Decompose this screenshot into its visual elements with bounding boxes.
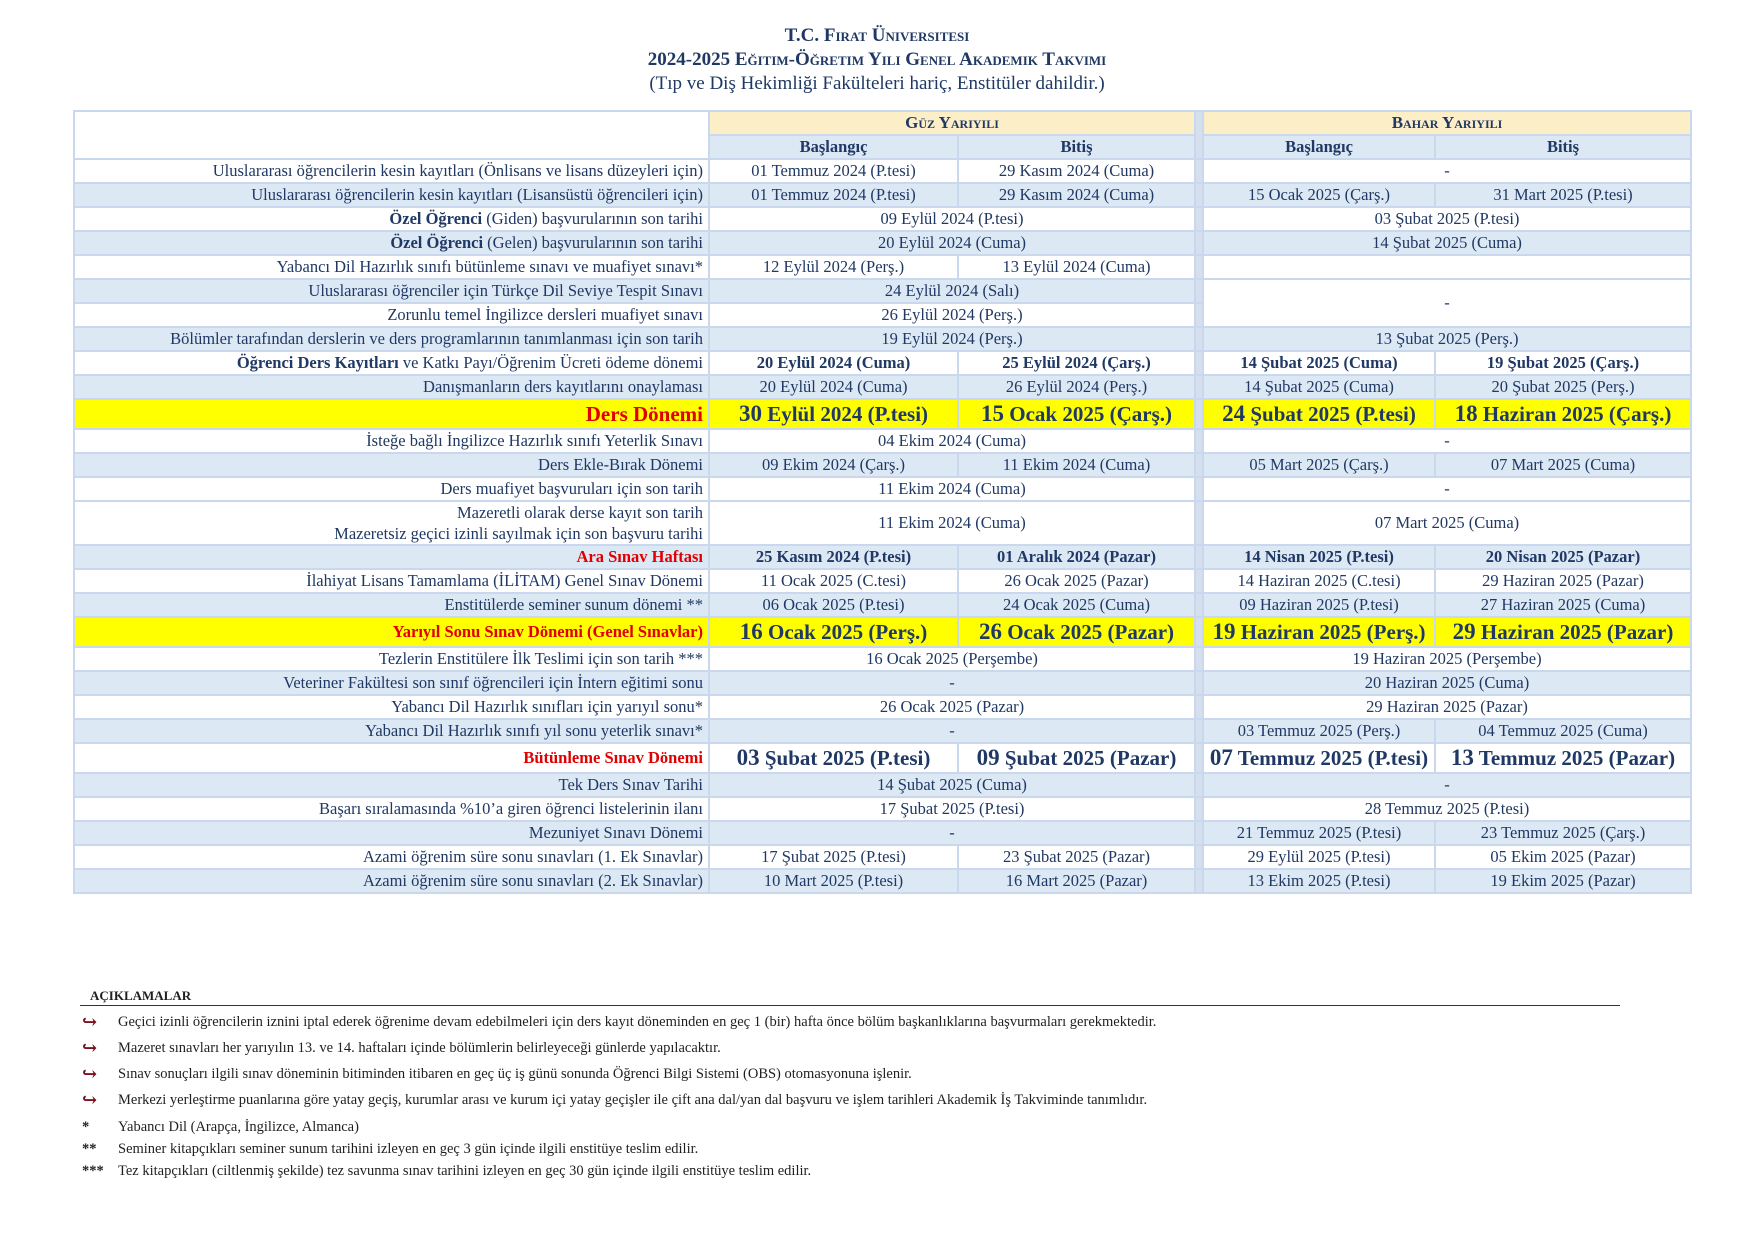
spring-start-date: 13 Ekim 2025 (P.tesi): [1203, 869, 1435, 893]
spring-date: 29 Haziran 2025 (Pazar): [1203, 695, 1691, 719]
table-row: [74, 501, 1691, 545]
spring-start-date: 05 Mart 2025 (Çarş.): [1203, 453, 1435, 477]
table-row: [74, 231, 1691, 255]
spring-end-date: 23 Temmuz 2025 (Çarş.): [1435, 821, 1691, 845]
fall-end-date: 23 Şubat 2025 (Pazar): [958, 845, 1195, 869]
spring-start-date: 14 Şubat 2025 (Cuma): [1203, 375, 1435, 399]
row-label: Yabancı Dil Hazırlık sınıfları için yarıyıl sonu*: [74, 695, 709, 719]
day-number: 07: [1209, 745, 1233, 770]
spring-date: -: [1203, 279, 1691, 327]
arrow-icon: ↪: [82, 1038, 98, 1058]
fall-date: 14 Şubat 2025 (Cuma): [709, 773, 1195, 797]
fall-end-date: 26 Eylül 2024 (Perş.): [958, 375, 1195, 399]
row-label: Bölümler tarafından derslerin ve ders programlarının tanımlanması için son tarih: [74, 327, 709, 351]
fall-date: -: [709, 719, 1195, 743]
table-row: [74, 695, 1691, 719]
spring-start-date: 21 Temmuz 2025 (P.tesi): [1203, 821, 1435, 845]
spring-end-header: Bitiş: [1435, 135, 1691, 159]
row-label: Yarıyıl Sonu Sınav Dönemi (Genel Sınavlar): [74, 617, 709, 647]
row-label: [74, 501, 709, 545]
day-number: 30: [738, 401, 762, 426]
fall-start-header: Başlangıç: [709, 135, 958, 159]
page-header: [0, 24, 1754, 96]
date-rest: Şubat 2025 (P.tesi): [1245, 402, 1416, 426]
spring-end-date: 05 Ekim 2025 (Pazar): [1435, 845, 1691, 869]
row-label-bold: Özel Öğrenci: [389, 209, 483, 228]
table-row: [74, 545, 1691, 569]
table-row: [74, 351, 1691, 375]
academic-calendar-table: [73, 110, 1692, 894]
fall-end-date: [958, 399, 1195, 429]
row-label: Tezlerin Enstitülere İlk Teslimi için son tarih ***: [74, 647, 709, 671]
fall-end-date: [958, 743, 1195, 773]
fall-date: -: [709, 821, 1195, 845]
row-label: Veteriner Fakültesi son sınıf öğrencileri için İntern eğitimi sonu: [74, 671, 709, 695]
spring-end-date: 04 Temmuz 2025 (Cuma): [1435, 719, 1691, 743]
fall-date: 24 Eylül 2024 (Salı): [709, 279, 1195, 303]
row-label: Azami öğrenim süre sonu sınavları (1. Ek Sınavlar): [74, 845, 709, 869]
row-label: Azami öğrenim süre sonu sınavları (2. Ek Sınavlar): [74, 869, 709, 893]
fall-end-date: 25 Eylül 2024 (Çarş.): [958, 351, 1195, 375]
table-row: [74, 773, 1691, 797]
row-label: [74, 207, 709, 231]
fall-start-date: 20 Eylül 2024 (Cuma): [709, 375, 958, 399]
arrow-icon: ↪: [82, 1090, 98, 1110]
fall-start-date: 10 Mart 2025 (P.tesi): [709, 869, 958, 893]
table-row: [74, 797, 1691, 821]
spring-start-date: 03 Temmuz 2025 (Perş.): [1203, 719, 1435, 743]
arrow-icon: ↪: [82, 1064, 98, 1084]
spring-date: -: [1203, 429, 1691, 453]
spring-start-date: [1203, 743, 1435, 773]
calendar-subtitle: (Tıp ve Diş Hekimliği Fakülteleri hariç, Enstitüler dahildir.): [649, 73, 1105, 94]
table-row: [74, 569, 1691, 593]
fall-date: 11 Ekim 2024 (Cuma): [709, 501, 1195, 545]
row-label: [74, 351, 709, 375]
table-row: [74, 207, 1691, 231]
fall-date: 09 Eylül 2024 (P.tesi): [709, 207, 1195, 231]
spring-start-date: [1203, 399, 1435, 429]
note-item: [80, 1090, 1620, 1110]
row-label: Mezuniyet Sınavı Dönemi: [74, 821, 709, 845]
fall-end-date: 26 Ocak 2025 (Pazar): [958, 569, 1195, 593]
fall-date: 16 Ocak 2025 (Perşembe): [709, 647, 1195, 671]
spring-start-date: 09 Haziran 2025 (P.tesi): [1203, 593, 1435, 617]
table-row-highlighted: [74, 617, 1691, 647]
row-label-line: Mazeretli olarak derse kayıt son tarih: [456, 503, 703, 522]
fall-end-header: Bitiş: [958, 135, 1195, 159]
notes-title: AÇIKLAMALAR: [80, 988, 1620, 1006]
fall-date: 17 Şubat 2025 (P.tesi): [709, 797, 1195, 821]
fall-start-date: [709, 399, 958, 429]
footnote-text: Seminer kitapçıkları seminer sunum tarihini izleyen en geç 3 gün içinde ilgili enstitüye teslim edilir.: [118, 1141, 699, 1157]
spring-date: -: [1203, 773, 1691, 797]
spring-end-date: [1435, 399, 1691, 429]
table-row: [74, 821, 1691, 845]
day-number: 03: [736, 745, 760, 770]
spring-end-date: 19 Şubat 2025 (Çarş.): [1435, 351, 1691, 375]
fall-end-date: [958, 617, 1195, 647]
spring-date: 13 Şubat 2025 (Perş.): [1203, 327, 1691, 351]
row-label: Uluslararası öğrenciler için Türkçe Dil Seviye Tespit Sınavı: [74, 279, 709, 303]
table-row: [74, 453, 1691, 477]
row-label: İsteğe bağlı İngilizce Hazırlık sınıfı Yeterlik Sınavı: [74, 429, 709, 453]
footnote-mark: *: [82, 1119, 90, 1135]
spring-start-date: 29 Eylül 2025 (P.tesi): [1203, 845, 1435, 869]
day-number: 29: [1452, 619, 1476, 644]
spring-date: 07 Mart 2025 (Cuma): [1203, 501, 1691, 545]
fall-start-date: 01 Temmuz 2024 (P.tesi): [709, 183, 958, 207]
empty-corner-cell: [74, 111, 709, 159]
date-rest: Eylül 2024 (P.tesi): [761, 402, 929, 426]
spring-date: -: [1203, 477, 1691, 501]
note-item: [80, 1064, 1620, 1084]
notes-section: [80, 988, 1620, 1182]
row-label: İlahiyat Lisans Tamamlama (İLİTAM) Genel Sınav Dönemi: [74, 569, 709, 593]
spring-date: 20 Haziran 2025 (Cuma): [1203, 671, 1691, 695]
date-rest: Haziran 2025 (Çarş.): [1477, 402, 1672, 426]
fall-start-date: 12 Eylül 2024 (Perş.): [709, 255, 958, 279]
spring-end-date: 29 Haziran 2025 (Pazar): [1435, 569, 1691, 593]
spring-start-date: [1203, 617, 1435, 647]
fall-end-date: 11 Ekim 2024 (Cuma): [958, 453, 1195, 477]
spring-date: 19 Haziran 2025 (Perşembe): [1203, 647, 1691, 671]
row-label: Bütünleme Sınav Dönemi: [74, 743, 709, 773]
row-label: Uluslararası öğrencilerin kesin kayıtları (Önlisans ve lisans düzeyleri için): [74, 159, 709, 183]
date-rest: Ocak 2025 (Pazar): [1001, 620, 1175, 644]
table-row: [74, 327, 1691, 351]
fall-end-date: 16 Mart 2025 (Pazar): [958, 869, 1195, 893]
footnote: [80, 1160, 1620, 1182]
row-label: Danışmanların ders kayıtlarını onaylaması: [74, 375, 709, 399]
row-label-line: Mazeretsiz geçici izinli sayılmak için son başvuru tarihi: [334, 524, 703, 543]
fall-end-date: 01 Aralık 2024 (Pazar): [958, 545, 1195, 569]
footnote-text: Yabancı Dil (Arapça, İngilizce, Almanca): [118, 1119, 359, 1135]
row-label-rest: ve Katkı Payı/Öğrenim Ücreti ödeme dönemi: [398, 353, 703, 372]
date-rest: Temmuz 2025 (Pazar): [1473, 746, 1676, 770]
spring-empty: [1203, 255, 1691, 279]
spring-end-date: 07 Mart 2025 (Cuma): [1435, 453, 1691, 477]
row-label: Tek Ders Sınav Tarihi: [74, 773, 709, 797]
fall-date: 04 Ekim 2024 (Cuma): [709, 429, 1195, 453]
row-label-bold: Özel Öğrenci: [390, 233, 484, 252]
spring-start-header: Başlangıç: [1203, 135, 1435, 159]
table-row-highlighted: [74, 399, 1691, 429]
row-label-rest: (Giden) başvurularının son tarihi: [482, 209, 703, 228]
fall-end-date: 13 Eylül 2024 (Cuma): [958, 255, 1195, 279]
spring-date: 03 Şubat 2025 (P.tesi): [1203, 207, 1691, 231]
table-row: [74, 845, 1691, 869]
spring-date: 28 Temmuz 2025 (P.tesi): [1203, 797, 1691, 821]
date-rest: Haziran 2025 (Pazar): [1475, 620, 1674, 644]
day-number: 09: [976, 745, 1000, 770]
spring-date: 14 Şubat 2025 (Cuma): [1203, 231, 1691, 255]
fall-start-date: 01 Temmuz 2024 (P.tesi): [709, 159, 958, 183]
day-number: 24: [1222, 401, 1246, 426]
spring-semester-header: Bahar Yarıyılı: [1203, 111, 1691, 135]
row-label: Uluslararası öğrencilerin kesin kayıtları (Lisansüstü öğrencileri için): [74, 183, 709, 207]
table-row: [74, 477, 1691, 501]
spring-start-date: 14 Nisan 2025 (P.tesi): [1203, 545, 1435, 569]
day-number: 19: [1212, 619, 1236, 644]
fall-semester-header: Güz Yarıyılı: [709, 111, 1195, 135]
semester-header-row: [74, 111, 1691, 135]
fall-end-date: 24 Ocak 2025 (Cuma): [958, 593, 1195, 617]
row-label: Ders Ekle-Bırak Dönemi: [74, 453, 709, 477]
row-label: Yabancı Dil Hazırlık sınıfı bütünleme sınavı ve muafiyet sınavı*: [74, 255, 709, 279]
table-row: [74, 429, 1691, 453]
fall-end-date: 29 Kasım 2024 (Cuma): [958, 183, 1195, 207]
date-rest: Ocak 2025 (Çarş.): [1004, 402, 1172, 426]
row-label: Ders muafiyet başvuruları için son tarih: [74, 477, 709, 501]
row-label-rest: (Gelen) başvurularının son tarihi: [483, 233, 703, 252]
row-label: Başarı sıralamasında %10’a giren öğrenci listelerinin ilanı: [74, 797, 709, 821]
note-text: Geçici izinli öğrencilerin iznini iptal ederek öğrenime devam edebilmeleri için ders kayıt döneminden en geç 1 (bir) hafta önce bölüm başkanlıklarına başvurmaları gerekmektedir.: [118, 1014, 1157, 1030]
footnote: [80, 1116, 1620, 1138]
fall-start-date: 06 Ocak 2025 (P.tesi): [709, 593, 958, 617]
row-label: Ders Dönemi: [74, 399, 709, 429]
university-name: T.C. Fırat Üniversitesi: [784, 25, 970, 46]
day-number: 13: [1450, 745, 1474, 770]
fall-start-date: 17 Şubat 2025 (P.tesi): [709, 845, 958, 869]
note-text: Merkezi yerleştirme puanlarına göre yatay geçiş, kurumlar arası ve kurum içi yatay geçişler ile çift ana dal/yan dal başvuru ve işlem tarihleri Akademik İş Takviminde tanımlıdır.: [118, 1092, 1148, 1108]
date-rest: Haziran 2025 (Perş.): [1235, 620, 1426, 644]
table-row: [74, 869, 1691, 893]
fall-date: 26 Eylül 2024 (Perş.): [709, 303, 1195, 327]
day-number: 15: [981, 401, 1004, 426]
spring-start-date: 15 Ocak 2025 (Çarş.): [1203, 183, 1435, 207]
fall-start-date: 25 Kasım 2024 (P.tesi): [709, 545, 958, 569]
day-number: 18: [1454, 401, 1478, 426]
footnote-mark: ***: [82, 1163, 104, 1179]
table-row: [74, 647, 1691, 671]
fall-start-date: [709, 743, 958, 773]
row-label: Enstitülerde seminer sunum dönemi **: [74, 593, 709, 617]
table-row: [74, 743, 1691, 773]
table-row: [74, 255, 1691, 279]
date-rest: Şubat 2025 (P.tesi): [759, 746, 931, 770]
date-rest: Ocak 2025 (Perş.): [762, 620, 928, 644]
fall-date: -: [709, 671, 1195, 695]
fall-date: 19 Eylül 2024 (Perş.): [709, 327, 1195, 351]
fall-date: 26 Ocak 2025 (Pazar): [709, 695, 1195, 719]
note-item: [80, 1038, 1620, 1058]
row-label: Ara Sınav Haftası: [74, 545, 709, 569]
day-number: 26: [978, 619, 1002, 644]
fall-start-date: 11 Ocak 2025 (C.tesi): [709, 569, 958, 593]
spring-start-date: 14 Şubat 2025 (Cuma): [1203, 351, 1435, 375]
fall-start-date: [709, 617, 958, 647]
table-row: [74, 671, 1691, 695]
footnote: [80, 1138, 1620, 1160]
footnote-mark: **: [82, 1141, 97, 1157]
spring-end-date: 20 Şubat 2025 (Perş.): [1435, 375, 1691, 399]
spring-end-date: [1435, 743, 1691, 773]
fall-start-date: 20 Eylül 2024 (Cuma): [709, 351, 958, 375]
fall-start-date: 09 Ekim 2024 (Çarş.): [709, 453, 958, 477]
spring-end-date: 20 Nisan 2025 (Pazar): [1435, 545, 1691, 569]
spring-end-date: 27 Haziran 2025 (Cuma): [1435, 593, 1691, 617]
table-row: [74, 279, 1691, 303]
note-text: Sınav sonuçları ilgili sınav döneminin bitiminden itibaren en geç üç iş günü sonunda Öğrenci Bilgi Sistemi (OBS) otomasyonuna işlenir.: [118, 1066, 912, 1082]
date-rest: Temmuz 2025 (P.tesi): [1232, 746, 1429, 770]
fall-date: 20 Eylül 2024 (Cuma): [709, 231, 1195, 255]
fall-end-date: 29 Kasım 2024 (Cuma): [958, 159, 1195, 183]
fall-date: 11 Ekim 2024 (Cuma): [709, 477, 1195, 501]
spring-end-date: 19 Ekim 2025 (Pazar): [1435, 869, 1691, 893]
table-row: [74, 593, 1691, 617]
footnote-text: Tez kitapçıkları (ciltlenmiş şekilde) tez savunma sınav tarihini izleyen en geç 30 gün içinde ilgili enstitüye teslim edilir.: [118, 1163, 812, 1179]
note-item: [80, 1012, 1620, 1032]
arrow-icon: ↪: [82, 1012, 98, 1032]
spring-end-date: 31 Mart 2025 (P.tesi): [1435, 183, 1691, 207]
table-row: [74, 719, 1691, 743]
row-label: [74, 231, 709, 255]
calendar-title: 2024-2025 Eğitim-Öğretim Yılı Genel Akademik Takvimi: [647, 49, 1107, 70]
note-text: Mazeret sınavları her yarıyılın 13. ve 14. haftaları içinde bölümlerin belirleyeceği günlerde yapılacaktır.: [118, 1040, 721, 1056]
table-row: [74, 375, 1691, 399]
date-rest: Şubat 2025 (Pazar): [999, 746, 1177, 770]
spring-end-date: [1435, 617, 1691, 647]
row-label: Zorunlu temel İngilizce dersleri muafiyet sınavı: [74, 303, 709, 327]
table-row: [74, 159, 1691, 183]
row-label: Yabancı Dil Hazırlık sınıfı yıl sonu yeterlik sınavı*: [74, 719, 709, 743]
table-row: [74, 183, 1691, 207]
day-number: 16: [739, 619, 763, 644]
spring-start-date: 14 Haziran 2025 (C.tesi): [1203, 569, 1435, 593]
row-label-bold: Öğrenci Ders Kayıtları: [236, 353, 399, 372]
spring-date: -: [1203, 159, 1691, 183]
